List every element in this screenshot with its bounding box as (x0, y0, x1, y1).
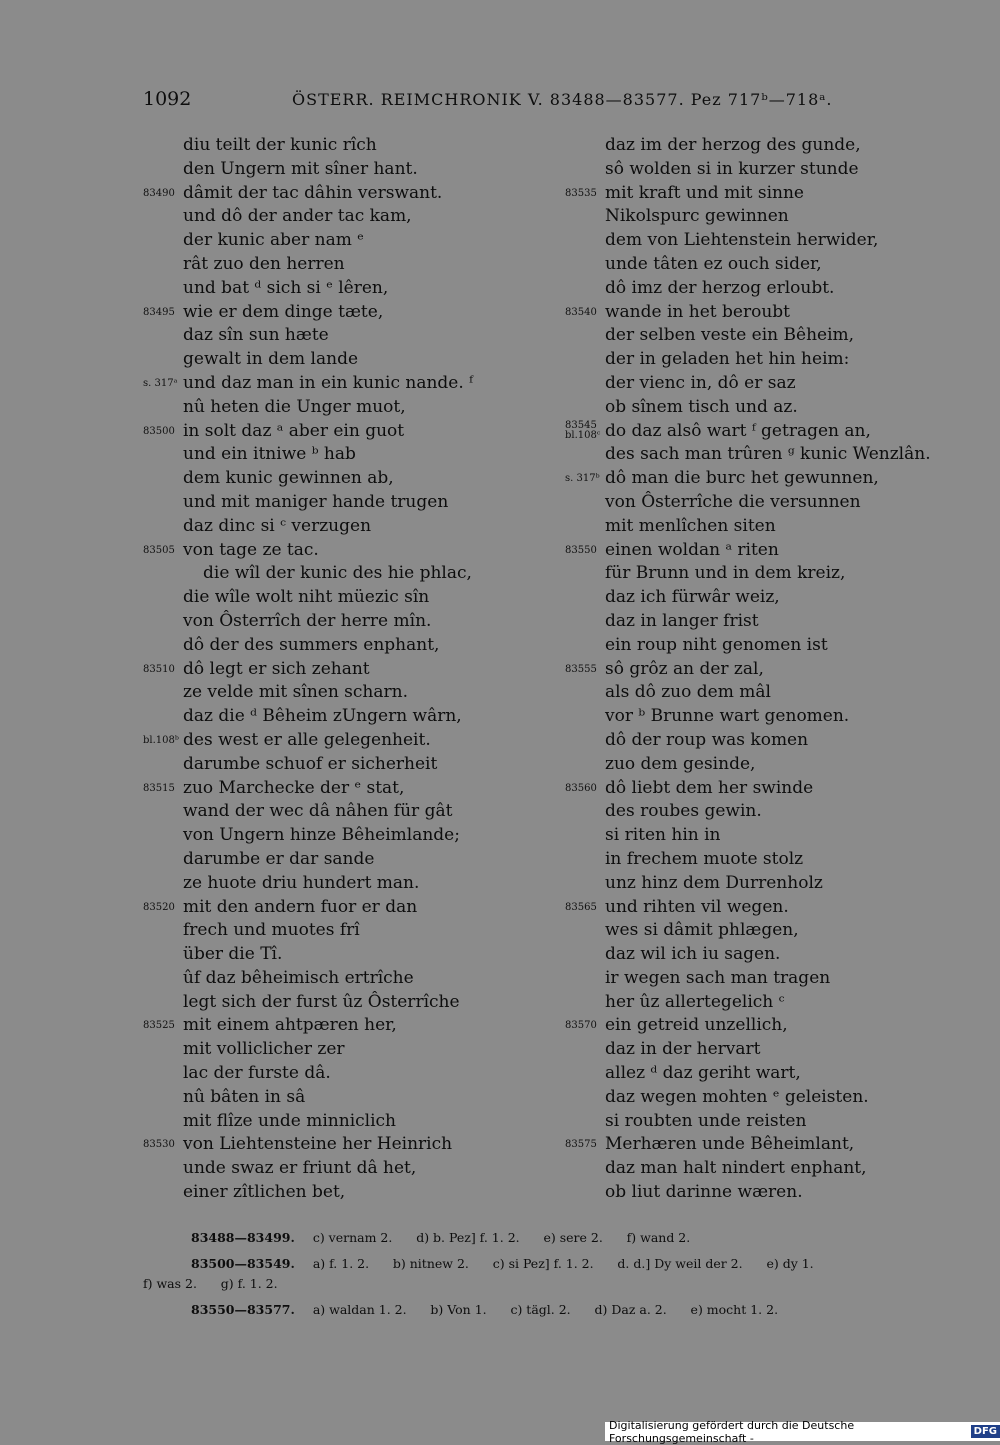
verse-line (143, 539, 573, 563)
verse-text: Merhæren unde Bêheimlant, (605, 1134, 855, 1155)
verse-text: gewalt in dem lande (183, 349, 359, 370)
right-verse-column (565, 134, 965, 1205)
verse-text: unz hinz dem Durrenholz (605, 872, 823, 893)
verse-line (565, 158, 965, 182)
verse-text: daz man halt nindert enphant, (605, 1158, 867, 1179)
line-number: 83530 (143, 1139, 175, 1151)
verse-text: in frechem muote stolz (605, 848, 804, 869)
verse-text: von Ôsterrîche die versunnen (605, 491, 861, 512)
verse-text: der vienc in, dô er saz (605, 372, 796, 393)
verse-line (565, 800, 965, 824)
verse-line (565, 420, 965, 444)
verse-line (143, 372, 573, 396)
verse-line (143, 1062, 573, 1086)
verse-text: und bat ᵈ sich si ᵉ lêren, (183, 277, 389, 298)
verse-line (143, 467, 573, 491)
verse-line (565, 1157, 965, 1181)
verse-line (143, 229, 573, 253)
verse-line (565, 753, 965, 777)
footnote-line-2 (143, 1256, 973, 1271)
verse-line (565, 372, 965, 396)
verse-text: der selben veste ein Bêheim, (605, 325, 855, 346)
verse-line (565, 848, 965, 872)
verse-line (143, 800, 573, 824)
verse-line (143, 919, 573, 943)
verse-text: von Ungern hinze Bêheimlande; (183, 825, 460, 846)
verse-line (565, 943, 965, 967)
dfg-logo: DFG (971, 1425, 1000, 1438)
footnote-line-2-cont (143, 1276, 973, 1291)
page-header (0, 88, 1000, 118)
verse-text: rât zuo den herren (183, 253, 345, 274)
verse-text: die wîl der kunic des hie phlac, (203, 563, 472, 584)
verse-line (565, 229, 965, 253)
footnote-text: a) f. 1. 2. b) nitnew 2. c) si Pez] f. 1. 2. d. d.] Dy weil der 2. e) dy 1. (312, 1256, 814, 1271)
verse-line (143, 1110, 573, 1134)
verse-line (143, 991, 573, 1015)
line-number: 83565 (565, 901, 597, 913)
verse-line (565, 705, 965, 729)
verse-text: ein roup niht genomen ist (605, 634, 828, 655)
footnote-range: 83488—83499. (191, 1230, 295, 1245)
verse-text: daz wil ich iu sagen. (605, 944, 781, 965)
verse-line (143, 824, 573, 848)
folio-marker: bl.108ᶜ (565, 429, 601, 441)
verse-line (143, 1014, 573, 1038)
verse-text: ir wegen sach man tragen (605, 967, 831, 988)
verse-line (565, 324, 965, 348)
credit-text: Digitalisierung gefördert durch die Deutsche Forschungsgemeinschaft - (609, 1418, 855, 1445)
verse-text: mit volliclicher zer (183, 1039, 345, 1060)
line-number: bl.108ᵇ (143, 734, 179, 746)
verse-text: mit menlîchen siten (605, 515, 776, 536)
verse-text: und mit maniger hande trugen (183, 491, 449, 512)
verse-line (143, 134, 573, 158)
verse-line (143, 1133, 573, 1157)
verse-line (565, 205, 965, 229)
verse-line (143, 277, 573, 301)
verse-line (143, 586, 573, 610)
verse-line (565, 729, 965, 753)
verse-text: wand der wec dâ nâhen für gât (183, 801, 453, 822)
verse-line (143, 1038, 573, 1062)
verse-text: frech und muotes frî (183, 920, 360, 941)
verse-text: daz ich fürwâr weiz, (605, 587, 780, 608)
verse-line (565, 586, 965, 610)
verse-text: des west er alle gelegenheit. (183, 729, 431, 750)
verse-text: dô der roup was komen (605, 729, 809, 750)
verse-line (143, 634, 573, 658)
verse-line (565, 1014, 965, 1038)
verse-line (143, 848, 573, 872)
verse-text: daz im der herzog des gunde, (605, 135, 861, 155)
verse-text: und daz man in ein kunic nande. ᶠ (183, 372, 473, 393)
verse-line (143, 705, 573, 729)
verse-line (143, 777, 573, 801)
verse-text: für Brunn und in dem kreiz, (605, 563, 846, 584)
verse-text: ze huote driu hundert man. (183, 872, 420, 893)
line-number: 83505 (143, 544, 175, 556)
verse-text: si roubten unde reisten (605, 1110, 807, 1131)
verse-text: dem von Liehtenstein herwider, (605, 230, 879, 251)
verse-text: ûf daz bêheimisch ertrîche (183, 967, 414, 988)
verse-text: des roubes gewin. (605, 801, 762, 822)
line-number: 83510 (143, 663, 175, 675)
verse-text: daz in der hervart (605, 1039, 761, 1060)
verse-text: wande in het beroubt (605, 301, 790, 322)
verse-line (143, 872, 573, 896)
verse-text: von Ôsterrîch der herre mîn. (183, 610, 432, 631)
verse-line (565, 253, 965, 277)
verse-text: des sach man trûren ᵍ kunic Wenzlân. (605, 444, 931, 465)
verse-text: in solt daz ᵃ aber ein guot (183, 420, 405, 441)
verse-line (143, 1181, 573, 1205)
verse-text: darumbe er dar sande (183, 848, 375, 869)
verse-text: unde swaz er friunt dâ het, (183, 1158, 417, 1179)
footnote-text: c) vernam 2. d) b. Pez] f. 1. 2. e) sere 2. f) wand 2. (312, 1230, 691, 1245)
verse-line (565, 396, 965, 420)
verse-line (565, 134, 965, 158)
verse-text: von tage ze tac. (183, 539, 319, 560)
line-number: 83560 (565, 782, 597, 794)
verse-line (143, 681, 573, 705)
verse-line (143, 396, 573, 420)
verse-text: die wîle wolt niht müezic sîn (183, 587, 430, 608)
footnote-line-1 (143, 1230, 973, 1245)
line-number: 83535 (565, 187, 597, 199)
verse-text: sô wolden si in kurzer stunde (605, 158, 859, 179)
verse-line (565, 491, 965, 515)
verse-line (565, 1038, 965, 1062)
verse-text: sô grôz an der zal, (605, 658, 764, 679)
verse-text: dem kunic gewinnen ab, (183, 468, 394, 489)
verse-text: unde tâten ez ouch sider, (605, 253, 822, 274)
verse-text: allez ᵈ daz geriht wart, (605, 1063, 801, 1084)
verse-line (565, 443, 965, 467)
verse-text: zuo dem gesinde, (605, 753, 756, 774)
verse-text: einen woldan ᵃ riten (605, 539, 779, 560)
verse-text: lac der furste dâ. (183, 1063, 331, 1084)
verse-line (143, 253, 573, 277)
line-number: 83550 (565, 544, 597, 556)
line-number: s. 317ᵇ (565, 473, 600, 485)
verse-line (565, 1181, 965, 1205)
verse-line (565, 1062, 965, 1086)
verse-text: mit einem ahtpæren her, (183, 1015, 397, 1036)
verse-text: daz dinc si ᶜ verzugen (183, 515, 372, 536)
verse-text: Nikolspurc gewinnen (605, 206, 789, 227)
verse-text: der in geladen het hin heim: (605, 349, 850, 370)
verse-text: ze velde mit sînen scharn. (183, 682, 408, 703)
verse-line (565, 182, 965, 206)
verse-text: zuo Marchecke der ᵉ stat, (183, 777, 405, 798)
verse-line (565, 658, 965, 682)
verse-text: mit flîze unde minniclich (183, 1110, 396, 1131)
verse-line (143, 943, 573, 967)
verse-line (565, 539, 965, 563)
line-number: s. 317ᵃ (143, 377, 178, 389)
verse-text: dô legt er sich zehant (183, 658, 370, 679)
verse-line (143, 182, 573, 206)
verse-line (143, 324, 573, 348)
verse-text: über die Tî. (183, 944, 283, 965)
verse-text: dô man die burc het gewunnen, (605, 468, 879, 489)
verse-line (143, 348, 573, 372)
verse-line (143, 967, 573, 991)
verse-line (565, 1086, 965, 1110)
verse-text: her ûz allertegelich ᶜ (605, 991, 785, 1012)
page-number: 1092 (143, 88, 192, 110)
verse-line (565, 1110, 965, 1134)
verse-line (143, 896, 573, 920)
verse-line (143, 515, 573, 539)
verse-line (143, 205, 573, 229)
verse-text: mit kraft und mit sinne (605, 182, 804, 203)
verse-text: dô der des summers enphant, (183, 634, 440, 655)
line-number: 83490 (143, 187, 175, 199)
verse-line (565, 467, 965, 491)
verse-text: si riten hin in (605, 825, 721, 846)
verse-text: daz in langer frist (605, 610, 759, 631)
verse-line (143, 443, 573, 467)
verse-line (565, 634, 965, 658)
verse-line (565, 1133, 965, 1157)
footnote-line-3 (143, 1302, 973, 1317)
verse-text: do daz alsô wart ᶠ getragen an, (605, 420, 871, 441)
verse-text: als dô zuo dem mâl (605, 682, 771, 703)
verse-line (565, 301, 965, 325)
verse-text: darumbe schuof er sicherheit (183, 753, 438, 774)
verse-text: von Liehtensteine her Heinrich (183, 1134, 453, 1155)
verse-line (565, 562, 965, 586)
verse-line (143, 1086, 573, 1110)
verse-line (565, 896, 965, 920)
verse-line (565, 777, 965, 801)
verse-line (143, 158, 573, 182)
verse-text: daz die ᵈ Bêheim zUngern wârn, (183, 706, 462, 727)
verse-line (143, 658, 573, 682)
verse-line (143, 753, 573, 777)
verse-line (565, 919, 965, 943)
verse-line (143, 1157, 573, 1181)
verse-line (565, 967, 965, 991)
verse-text: dâmit der tac dâhin verswant. (183, 182, 443, 203)
footnote-text: a) waldan 1. 2. b) Von 1. c) tägl. 2. d) Daz a. 2. e) mocht 1. 2. (312, 1302, 779, 1317)
line-number: 83555 (565, 663, 597, 675)
line-number: 83545 (565, 419, 597, 431)
verse-line (565, 515, 965, 539)
verse-line (143, 562, 573, 586)
line-number: 83500 (143, 425, 175, 437)
verse-text: ob sînem tisch und az. (605, 396, 798, 417)
verse-text: den Ungern mit sîner hant. (183, 158, 418, 179)
footnote-range: 83550—83577. (191, 1302, 295, 1317)
verse-text: der kunic aber nam ᵉ (183, 230, 364, 251)
verse-text: nû heten die Unger muot, (183, 396, 406, 417)
verse-text: einer zîtlichen bet, (183, 1182, 346, 1203)
verse-text: ob liut darinne wæren. (605, 1182, 803, 1203)
verse-line (565, 277, 965, 301)
verse-line (565, 610, 965, 634)
line-number: 83515 (143, 782, 175, 794)
verse-line (565, 681, 965, 705)
line-number: 83570 (565, 1020, 597, 1032)
verse-line (565, 872, 965, 896)
line-number: 83520 (143, 901, 175, 913)
verse-text: legt sich der furst ûz Ôsterrîche (183, 991, 460, 1012)
digitization-credit-bar (605, 1418, 1000, 1445)
verse-text: vor ᵇ Brunne wart genomen. (605, 706, 850, 727)
verse-text: dô imz der herzog erloubt. (605, 277, 835, 298)
line-number: 83495 (143, 306, 175, 318)
verse-text: nû bâten in sâ (183, 1086, 306, 1107)
verse-line (143, 491, 573, 515)
running-title: ÖSTERR. REIMCHRONIK V. 83488—83577. Pez 717ᵇ—718ᵃ. (292, 90, 833, 109)
footnote-range: 83500—83549. (191, 1256, 295, 1271)
footnote-text: f) was 2. g) f. 1. 2. (143, 1276, 278, 1291)
left-verse-column (143, 134, 573, 1205)
verse-text: diu teilt der kunic rîch (183, 135, 377, 155)
verse-line (143, 610, 573, 634)
verse-text: wie er dem dinge tæte, (183, 301, 384, 322)
verse-text: dô liebt dem her swinde (605, 777, 814, 798)
verse-text: mit den andern fuor er dan (183, 896, 418, 917)
verse-line (565, 824, 965, 848)
line-number: 83575 (565, 1139, 597, 1151)
verse-text: wes si dâmit phlægen, (605, 920, 799, 941)
verse-text: daz wegen mohten ᵉ geleisten. (605, 1086, 869, 1107)
verse-text: ein getreid unzellich, (605, 1015, 788, 1036)
verse-text: und rihten vil wegen. (605, 896, 789, 917)
verse-line (143, 420, 573, 444)
verse-text: daz sîn sun hæte (183, 325, 329, 346)
verse-line (565, 348, 965, 372)
verse-line (565, 991, 965, 1015)
verse-text: und ein itniwe ᵇ hab (183, 444, 356, 465)
verse-line (143, 301, 573, 325)
verse-text: und dô der ander tac kam, (183, 206, 412, 227)
line-number: 83525 (143, 1020, 175, 1032)
verse-line (143, 729, 573, 753)
line-number: 83540 (565, 306, 597, 318)
